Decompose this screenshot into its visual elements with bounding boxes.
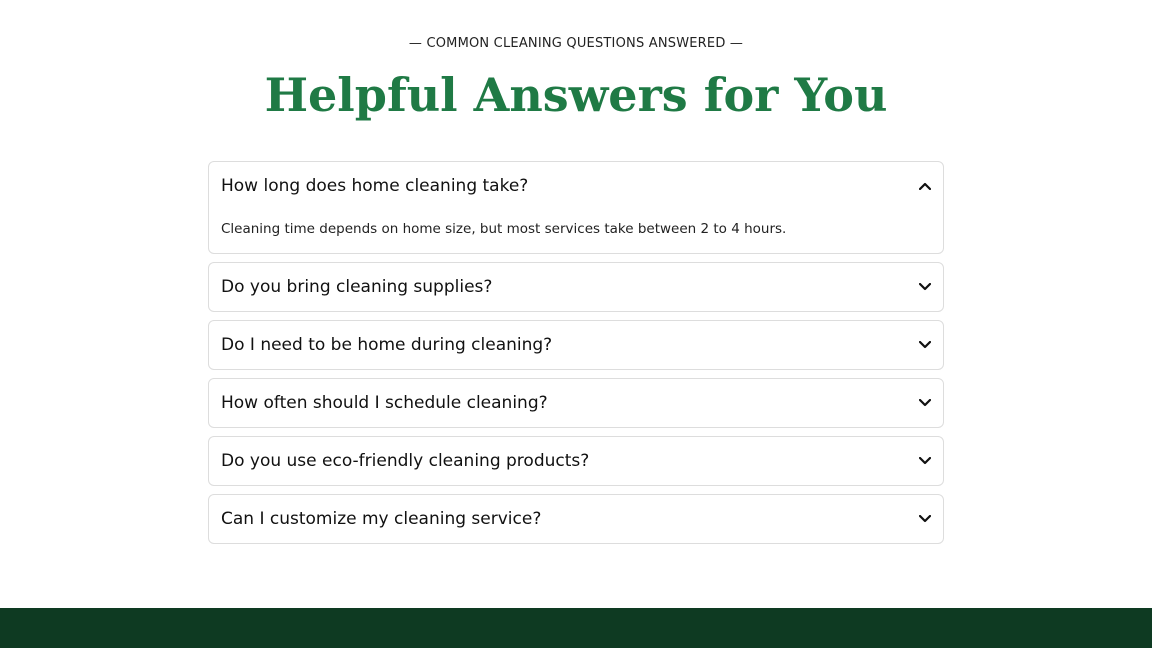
section-eyebrow: — COMMON CLEANING QUESTIONS ANSWERED — bbox=[408, 36, 744, 51]
faq-question: How often should I schedule cleaning? bbox=[221, 393, 548, 413]
faq-toggle[interactable] bbox=[209, 437, 943, 485]
faq-item bbox=[208, 436, 944, 486]
faq-toggle[interactable] bbox=[209, 495, 943, 543]
faq-toggle[interactable] bbox=[209, 321, 943, 369]
faq-item bbox=[208, 320, 944, 370]
footer-band bbox=[0, 608, 1152, 648]
faq-toggle[interactable] bbox=[209, 162, 943, 210]
faq-item bbox=[208, 262, 944, 312]
chevron-down-icon[interactable] bbox=[919, 455, 931, 467]
faq-list bbox=[208, 161, 944, 552]
faq-answer: Cleaning time depends on home size, but most services take between 2 to 4 hours. bbox=[221, 221, 787, 237]
faq-item bbox=[208, 161, 944, 254]
faq-question: Can I customize my cleaning service? bbox=[221, 509, 542, 529]
faq-question: Do you use eco-friendly cleaning products? bbox=[221, 451, 590, 471]
faq-item bbox=[208, 378, 944, 428]
faq-question: Do I need to be home during cleaning? bbox=[221, 335, 553, 355]
faq-item bbox=[208, 494, 944, 544]
chevron-down-icon[interactable] bbox=[919, 513, 931, 525]
faq-toggle[interactable] bbox=[209, 379, 943, 427]
section-heading: Helpful Answers for You bbox=[264, 68, 888, 122]
faq-question: Do you bring cleaning supplies? bbox=[221, 277, 493, 297]
faq-question: How long does home cleaning take? bbox=[221, 176, 529, 196]
chevron-down-icon[interactable] bbox=[919, 339, 931, 351]
chevron-down-icon[interactable] bbox=[919, 281, 931, 293]
faq-toggle[interactable] bbox=[209, 263, 943, 311]
chevron-down-icon[interactable] bbox=[919, 397, 931, 409]
chevron-up-icon[interactable] bbox=[919, 180, 931, 192]
